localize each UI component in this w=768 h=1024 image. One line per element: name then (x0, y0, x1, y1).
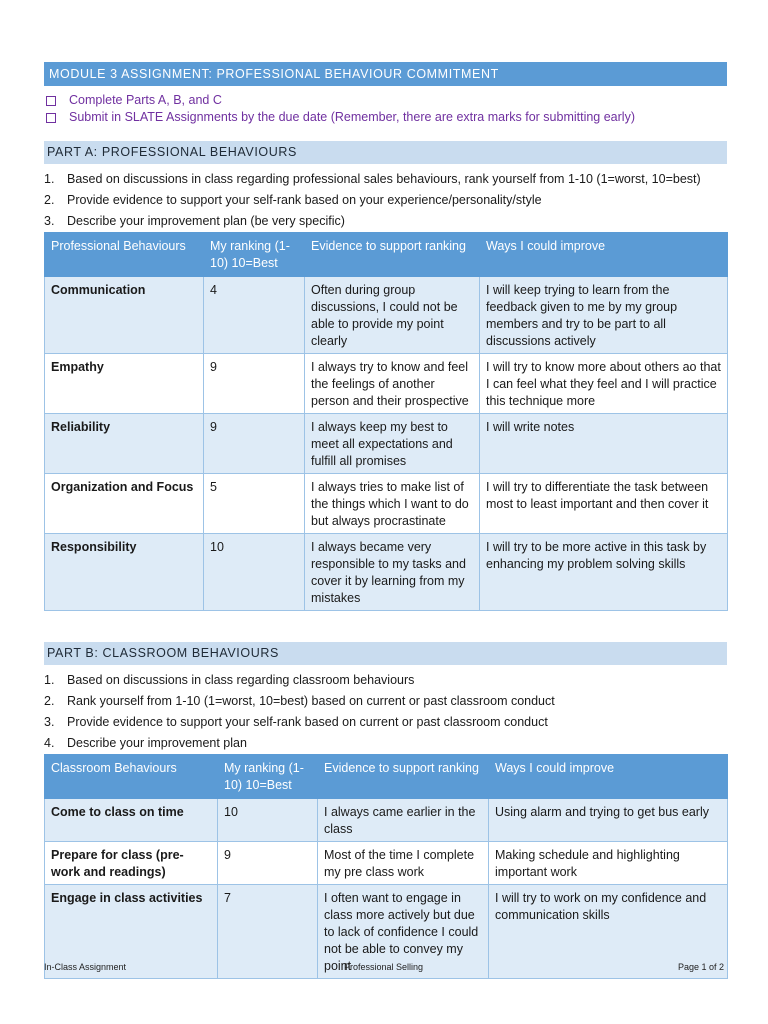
classroom-behaviours-table (44, 754, 728, 979)
improve-cell: Making schedule and highlighting important work (489, 842, 728, 885)
ranking-cell: 4 (204, 277, 305, 354)
ranking-cell: 5 (204, 474, 305, 534)
evidence-cell: I always became very responsible to my tasks and cover it by learning from my mistakes (305, 534, 480, 611)
improve-cell: I will keep trying to learn from the feedback given to me by my group members and try to be part to all discussions actively (480, 277, 728, 354)
behaviour-cell: Prepare for class (pre-work and readings) (45, 842, 218, 885)
module-title-banner: MODULE 3 ASSIGNMENT: PROFESSIONAL BEHAVIOUR COMMITMENT (44, 62, 727, 86)
instruction-number: 2. (44, 193, 55, 207)
assignment-page (44, 62, 727, 979)
behaviour-cell: Empathy (45, 354, 204, 414)
behaviour-cell: Responsibility (45, 534, 204, 611)
column-header-improve: Ways I could improve (480, 233, 728, 277)
instruction-text: Describe your improvement plan (be very specific) (67, 214, 345, 228)
professional-behaviours-table (44, 232, 728, 611)
footer-page-number: Page 1 of 2 (677, 962, 724, 972)
ranking-cell: 9 (204, 414, 305, 474)
evidence-cell: I always came earlier in the class (318, 799, 489, 842)
instruction-item (44, 190, 727, 211)
table-row (45, 799, 728, 842)
improve-cell: I will write notes (480, 414, 728, 474)
improve-cell: I will try to differentiate the task between most to least important and then cover it (480, 474, 728, 534)
behaviour-cell: Organization and Focus (45, 474, 204, 534)
instruction-text: Provide evidence to support your self-rank based on your experience/personality/style (67, 193, 542, 207)
table-row (45, 354, 728, 414)
instruction-number: 3. (44, 214, 55, 228)
instruction-text: Rank yourself from 1-10 (1=worst, 10=best) based on current or past classroom conduct (67, 694, 555, 708)
part-a-instructions (44, 169, 727, 232)
table-row (45, 534, 728, 611)
instruction-item (44, 211, 727, 232)
instruction-text: Describe your improvement plan (67, 736, 247, 750)
instruction-number: 3. (44, 715, 55, 729)
improve-cell: Using alarm and trying to get bus early (489, 799, 728, 842)
instruction-text: Provide evidence to support your self-rank based on current or past classroom conduct (67, 715, 548, 729)
evidence-cell: I always tries to make list of the things which I want to do but always procrastinate (305, 474, 480, 534)
column-header-evidence: Evidence to support ranking (305, 233, 480, 277)
checklist-item-text: Submit in SLATE Assignments by the due date (Remember, there are extra marks for submitting early) (69, 110, 635, 124)
evidence-cell: I always keep my best to meet all expectations and fulfill all promises (305, 414, 480, 474)
part-b-instructions (44, 670, 727, 754)
ranking-cell: 7 (218, 885, 318, 979)
part-a-heading: PART A: PROFESSIONAL BEHAVIOURS (44, 141, 727, 164)
table-header-row (45, 233, 728, 277)
task-checklist (44, 92, 727, 126)
table-header-row (45, 755, 728, 799)
instruction-number: 1. (44, 673, 55, 687)
checklist-item (44, 92, 727, 109)
instruction-number: 4. (44, 736, 55, 750)
instruction-item (44, 712, 727, 733)
instruction-item (44, 169, 727, 190)
table-row (45, 277, 728, 354)
column-header-evidence: Evidence to support ranking (318, 755, 489, 799)
column-header-behaviour: Classroom Behaviours (45, 755, 218, 799)
column-header-improve: Ways I could improve (489, 755, 728, 799)
evidence-cell: I often want to engage in class more actively but due to lack of confidence I could not be able to convey my point (318, 885, 489, 979)
evidence-cell: Often during group discussions, I could not be able to provide my point clearly (305, 277, 480, 354)
improve-cell: I will try to be more active in this task by enhancing my problem solving skills (480, 534, 728, 611)
instruction-number: 2. (44, 694, 55, 708)
table-row (45, 414, 728, 474)
ranking-cell: 9 (204, 354, 305, 414)
instruction-text: Based on discussions in class regarding classroom behaviours (67, 673, 415, 687)
footer-center: Professional Selling (344, 962, 424, 972)
instruction-item (44, 670, 727, 691)
instruction-item (44, 733, 727, 754)
improve-cell: I will try to work on my confidence and communication skills (489, 885, 728, 979)
column-header-ranking: My ranking (1-10) 10=Best (204, 233, 305, 277)
checklist-item (44, 109, 727, 126)
instruction-item (44, 691, 727, 712)
part-b-heading: PART B: CLASSROOM BEHAVIOURS (44, 642, 727, 665)
ranking-cell: 10 (204, 534, 305, 611)
behaviour-cell: Communication (45, 277, 204, 354)
behaviour-cell: Engage in class activities (45, 885, 218, 979)
column-header-behaviour: Professional Behaviours (45, 233, 204, 277)
evidence-cell: Most of the time I complete my pre class work (318, 842, 489, 885)
checkbox-icon (46, 96, 56, 106)
table-row (45, 474, 728, 534)
improve-cell: I will try to know more about others ao that I can feel what they feel and I will practice this technique more (480, 354, 728, 414)
checklist-item-text: Complete Parts A, B, and C (69, 93, 222, 107)
instruction-number: 1. (44, 172, 55, 186)
ranking-cell: 10 (218, 799, 318, 842)
footer-left: In-Class Assignment (44, 962, 127, 972)
ranking-cell: 9 (218, 842, 318, 885)
behaviour-cell: Come to class on time (45, 799, 218, 842)
checkbox-icon (46, 113, 56, 123)
instruction-text: Based on discussions in class regarding professional sales behaviours, rank yourself from 1-10 (1=worst, 10=best) (67, 172, 701, 186)
behaviour-cell: Reliability (45, 414, 204, 474)
column-header-ranking: My ranking (1-10) 10=Best (218, 755, 318, 799)
evidence-cell: I always try to know and feel the feelings of another person and their prospective (305, 354, 480, 414)
table-row (45, 842, 728, 885)
